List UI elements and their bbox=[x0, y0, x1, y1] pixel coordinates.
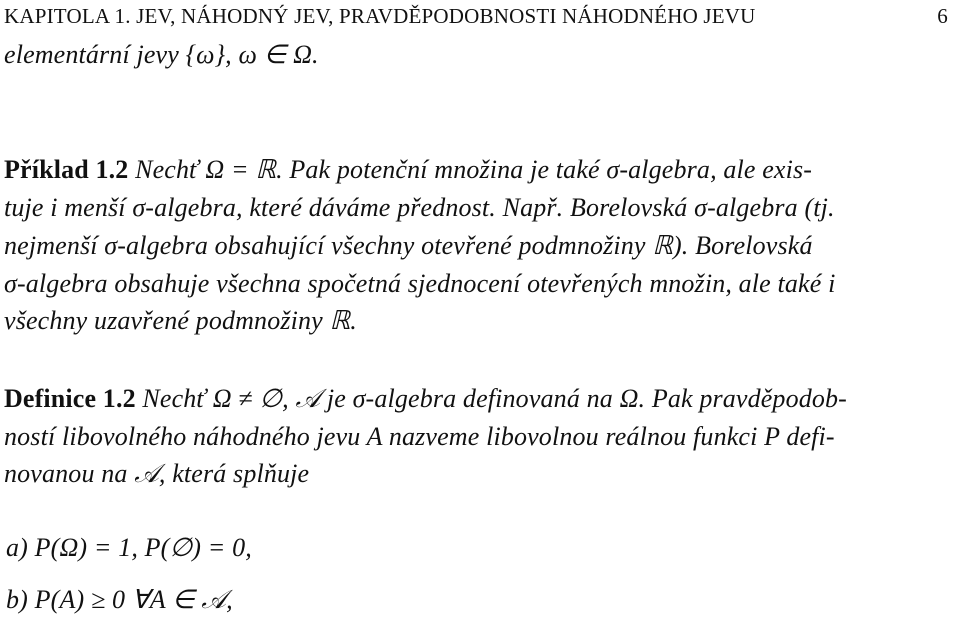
definition-label: Definice 1.2 bbox=[4, 384, 136, 413]
condition-a: a) P(Ω) = 1, P(∅) = 0, bbox=[6, 533, 252, 562]
example-label: Příklad 1.2 bbox=[4, 155, 129, 184]
example-line-4: σ-algebra obsahuje všechna spočetná sjednocení otevřených množin, ale také i bbox=[4, 269, 836, 298]
text-line-elementary-events: elementární jevy {ω}, ω ∈ Ω. bbox=[4, 40, 319, 69]
definition-line-2: ností libovolného náhodného jevu A nazveme libovolnou reálnou funkci P defi- bbox=[4, 422, 835, 451]
definition-line-3: novanou na 𝒜, která splňuje bbox=[4, 459, 310, 488]
running-header bbox=[4, 4, 954, 28]
definition-text: Nechť Ω ≠ ∅, 𝒜 je σ-algebra definovaná na Ω. Pak pravděpodob- bbox=[135, 384, 847, 413]
page-number: 6 bbox=[937, 4, 948, 28]
example-line-3: nejmenší σ-algebra obsahující všechny otevřené podmnožiny ℝ). Borelovská bbox=[4, 231, 813, 260]
example-first-line bbox=[4, 155, 812, 185]
definition-first-line bbox=[4, 384, 847, 414]
chapter-title: KAPITOLA 1. JEV, NÁHODNÝ JEV, PRAVDĚPODOBNOSTI NÁHODNÉHO JEVU bbox=[4, 4, 756, 28]
condition-b: b) P(A) ≥ 0 ∀A ∈ 𝒜, bbox=[6, 585, 233, 614]
example-line-5: všechny uzavřené podmnožiny ℝ. bbox=[4, 306, 357, 335]
example-line-2: tuje i menší σ-algebra, které dáváme přednost. Např. Borelovská σ-algebra (tj. bbox=[4, 193, 835, 222]
example-text: Nechť Ω = ℝ. Pak potenční množina je také σ-algebra, ale exis- bbox=[128, 155, 813, 184]
